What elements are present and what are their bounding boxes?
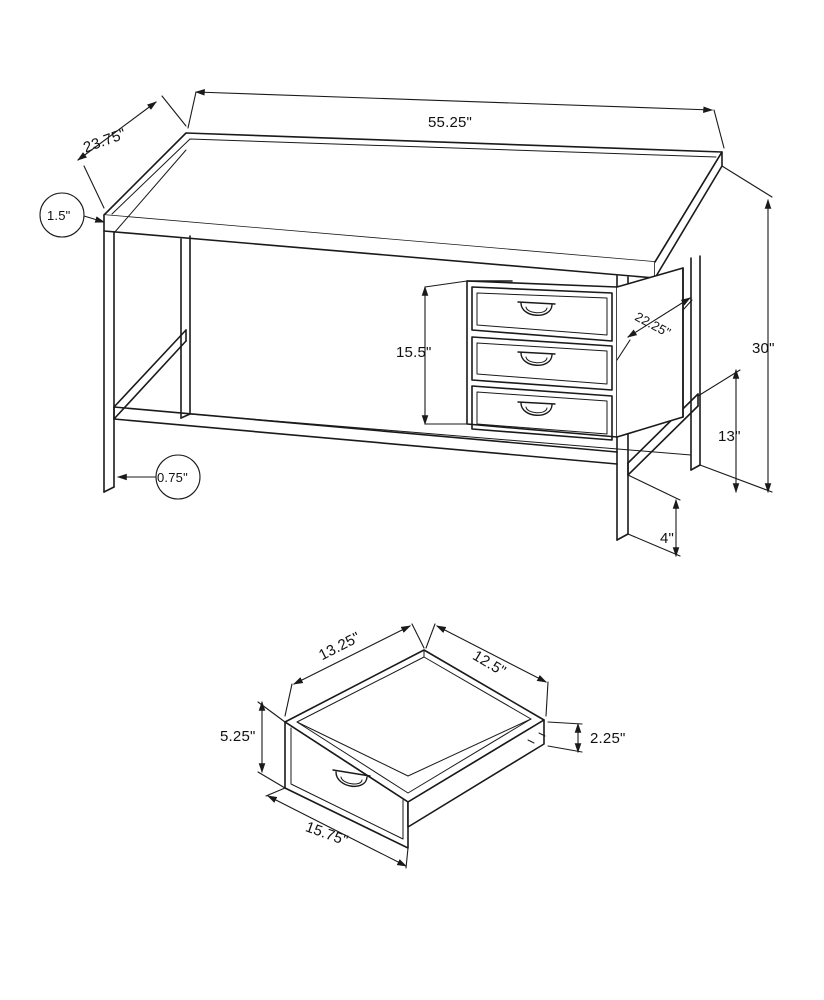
- dimension-label-foot-offset: 4": [660, 530, 675, 547]
- dimension-label-overall-height: 30": [752, 340, 775, 357]
- dimension-label-stretcher-height: 13": [718, 428, 741, 445]
- drawer-bank: [467, 268, 683, 440]
- dimension-label-front-width: 15.75": [303, 818, 351, 850]
- dimension-label-depth-top: 23.75": [81, 125, 129, 157]
- dimension-label-front-height: 5.25": [220, 728, 256, 745]
- dimension-label-inner-width: 13.25": [316, 628, 364, 665]
- dimension-label-side-height: 2.25": [590, 730, 626, 747]
- dimension-label-width-top: 55.25": [428, 114, 473, 131]
- dimension-label-inner-depth: 12.5": [469, 647, 509, 681]
- desk-top: [104, 133, 722, 278]
- dimension-label-drawer-bank-height: 15.5": [396, 344, 432, 361]
- dimension-label-top-thickness: 1.5": [47, 208, 71, 223]
- dimension-label-drawer-bank-depth: 22.25": [632, 308, 674, 341]
- drawer-detail: [285, 650, 545, 848]
- dimension-label-leg-thickness: 0.75": [157, 470, 188, 485]
